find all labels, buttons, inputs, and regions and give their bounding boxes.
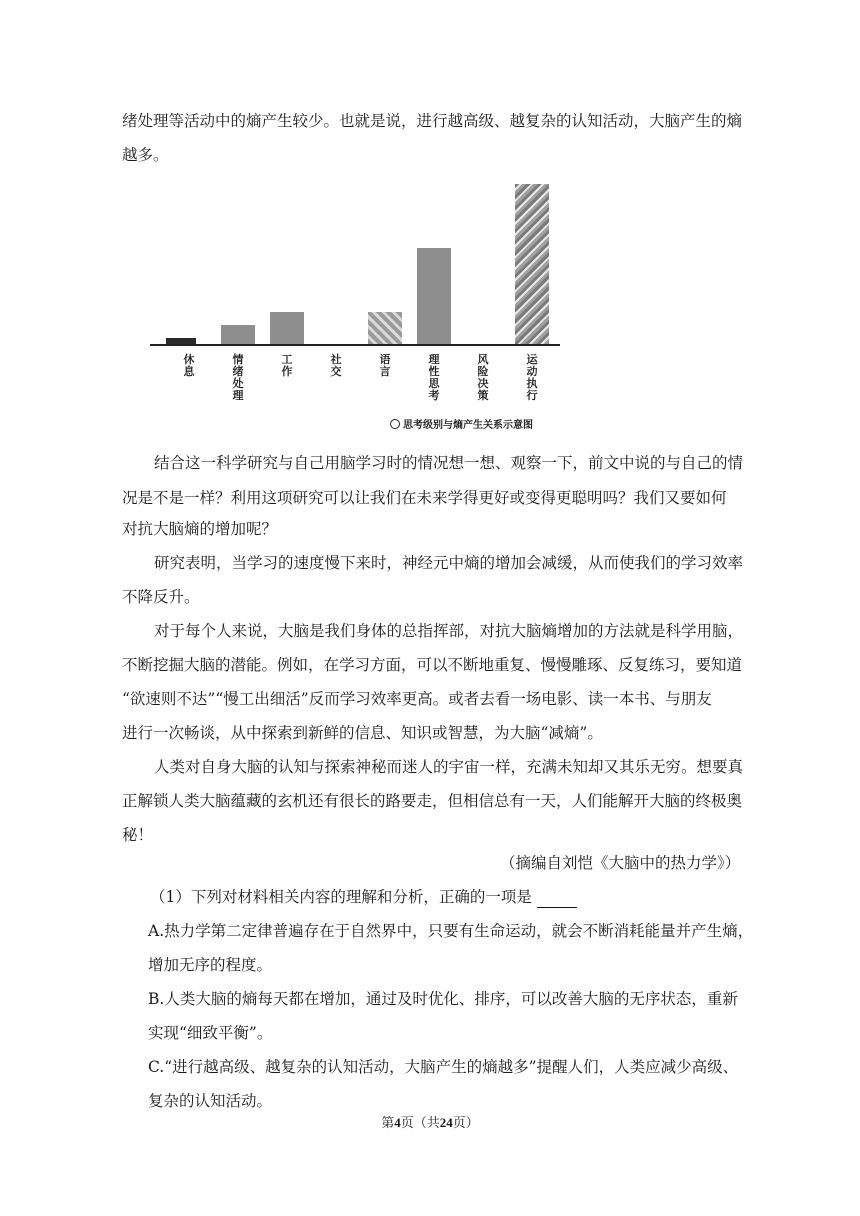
bar-5 xyxy=(368,312,402,344)
paragraph-4-line-1: 人类对自身大脑的认知与探索神秘而迷人的宇宙一样，充满未知却又其乐无穷。想要真 xyxy=(154,758,744,776)
paragraph-3-line-1: 对于每个人来说，大脑是我们身体的总指挥部，对抗大脑熵增加的方法就是科学用脑， xyxy=(154,622,744,640)
category-label: 理性思考 xyxy=(428,353,440,402)
category-label: 语言 xyxy=(379,353,391,378)
category-label: 运动执行 xyxy=(526,353,538,402)
source-citation: （摘编自刘恺《大脑中的热力学》） xyxy=(500,854,741,872)
paragraph-2-line-2: 不降反升。 xyxy=(122,588,200,606)
option-b-line-1: B.人类大脑的熵每天都在增加，通过及时优化、排序，可以改善大脑的无序状态，重新 xyxy=(148,990,738,1008)
chart-plot-area xyxy=(160,178,560,344)
bar-2 xyxy=(221,325,255,344)
option-a-line-1: A.热力学第二定律普遍存在于自然界中，只要有生命运动，就会不断消耗能量并产生熵， xyxy=(148,922,754,940)
option-c-line-1: C.“进行越高级、越复杂的认知活动，大脑产生的熵越多”提醒人们，人类应减少高级、 xyxy=(148,1058,739,1076)
paragraph-4-line-3: 秘！ xyxy=(122,826,154,844)
paragraph-1-line-3: 对抗大脑熵的增加呢？ xyxy=(122,520,278,538)
category-label: 风险决策 xyxy=(477,353,489,402)
bar-8 xyxy=(515,184,549,344)
category-label: 社交 xyxy=(330,353,342,378)
option-c-line-2: 复杂的认知活动。 xyxy=(148,1092,273,1110)
chart-caption: 思考级别与熵产生关系示意图 xyxy=(390,416,533,431)
paragraph-1-line-1: 结合这一科学研究与自己用脑学习时的情况想一想、观察一下，前文中说的与自己的情 xyxy=(154,454,744,472)
option-b-line-2: 实现“细致平衡”。 xyxy=(148,1024,273,1042)
bar-3 xyxy=(270,312,304,344)
category-label: 休息 xyxy=(183,353,195,378)
circle-icon xyxy=(390,419,400,429)
answer-blank xyxy=(537,893,577,908)
page-footer: 第4页（共24页） xyxy=(381,1115,479,1131)
category-label: 工作 xyxy=(281,353,293,378)
paragraph-2-line-1: 研究表明，当学习的速度慢下来时，神经元中熵的增加会减缓，从而使我们的学习效率 xyxy=(154,554,744,572)
bar-6 xyxy=(417,248,451,344)
paragraph-1-line-2: 况是不是一样？利用这项研究可以让我们在未来学得更好或变得更聪明吗？我们又要如何 xyxy=(122,489,727,507)
intro-line-2: 越多。 xyxy=(122,146,169,164)
paragraph-4-line-2: 正解锁人类大脑蕴藏的玄机还有很长的路要走，但相信总有一天，人们能解开大脑的终极奥 xyxy=(122,792,743,810)
paragraph-3-line-2: 不断挖掘大脑的潜能。例如，在学习方面，可以不断地重复、慢慢雕琢、反复练习，要知道 xyxy=(122,656,743,674)
entropy-bar-chart xyxy=(150,178,570,438)
intro-line-1: 绪处理等活动中的熵产生较少。也就是说，进行越高级、越复杂的认知活动，大脑产生的熵 xyxy=(122,112,743,130)
paragraph-3-line-3: “欲速则不达”“慢工出细活”反而学习效率更高。或者去看一场电影、读一本书、与朋友 xyxy=(122,690,712,708)
paragraph-3-line-4: 进行一次畅谈，从中探索到新鲜的信息、知识或智慧，为大脑“减熵”。 xyxy=(122,724,603,742)
question-stem: （1）下列对材料相关内容的理解和分析，正确的一项是 xyxy=(150,886,577,908)
option-a-line-2: 增加无序的程度。 xyxy=(148,956,273,974)
category-label: 情绪处理 xyxy=(232,353,244,402)
chart-x-axis xyxy=(150,344,560,346)
